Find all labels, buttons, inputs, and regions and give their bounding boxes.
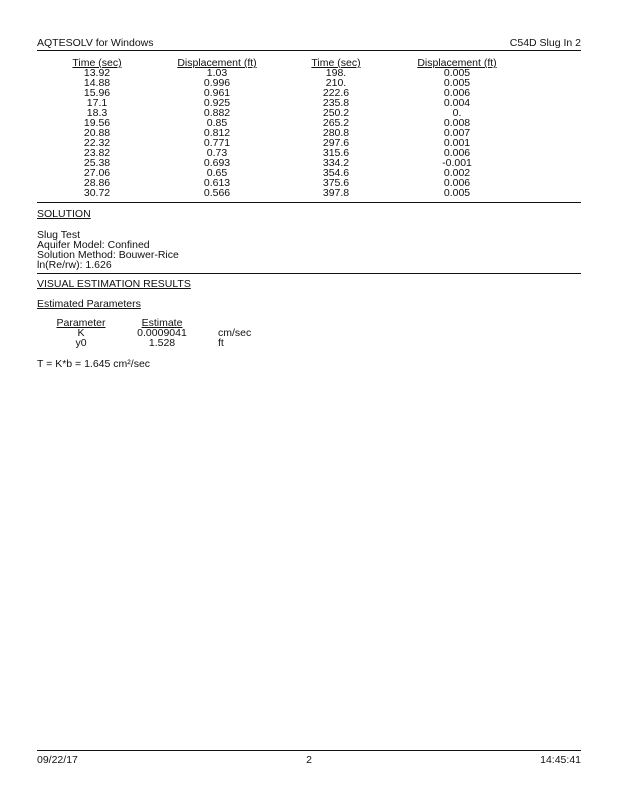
footer-time: 14:45:41 xyxy=(540,754,581,766)
parameter-table xyxy=(50,318,251,348)
displacement-cell: 0. xyxy=(452,107,462,119)
visual-estimation-heading: VISUAL ESTIMATION RESULTS xyxy=(37,278,191,290)
col-header-displacement-2: Displacement (ft) xyxy=(417,57,497,69)
time-cell: 17.1 xyxy=(86,97,108,109)
page-number: 2 xyxy=(306,754,312,766)
time-cell: 30.72 xyxy=(83,187,111,199)
solution-heading: SOLUTION xyxy=(37,208,91,220)
parameter-row xyxy=(50,338,251,348)
time-cell: 28.86 xyxy=(83,177,111,189)
solution-line: Aquifer Model: Confined xyxy=(37,239,150,251)
time-cell: 397.8 xyxy=(322,187,350,199)
time-cell: 22.32 xyxy=(83,137,111,149)
displacement-cell: 0.006 xyxy=(443,87,471,99)
time-cell: 20.88 xyxy=(83,127,111,139)
displacement-cell: 0.613 xyxy=(203,177,231,189)
document-title: C54D Slug In 2 xyxy=(509,37,581,49)
solution-line: Slug Test xyxy=(37,229,80,241)
time-cell: 14.88 xyxy=(83,77,111,89)
page-footer xyxy=(37,755,581,767)
time-cell: 354.6 xyxy=(322,167,350,179)
time-cell: 25.38 xyxy=(83,157,111,169)
time-cell: 375.6 xyxy=(322,177,350,189)
parameter-unit: ft xyxy=(218,337,224,349)
displacement-cell: 0.002 xyxy=(443,167,471,179)
time-cell: 18.3 xyxy=(86,107,108,119)
displacement-cell: 0.008 xyxy=(443,117,471,129)
displacement-cell: 0.812 xyxy=(203,127,231,139)
time-cell: 19.56 xyxy=(83,117,111,129)
displacement-cell: 0.771 xyxy=(203,137,231,149)
displacement-cell: 0.73 xyxy=(206,147,228,159)
col-header-time-1: Time (sec) xyxy=(72,57,122,69)
col-header-parameter: Parameter xyxy=(56,317,106,329)
time-cell: 27.06 xyxy=(83,167,111,179)
parameter-name: y0 xyxy=(75,337,87,349)
solution-details xyxy=(37,230,179,270)
time-cell: 280.8 xyxy=(322,127,350,139)
displacement-cell: 0.566 xyxy=(203,187,231,199)
time-cell: 235.8 xyxy=(322,97,350,109)
section-divider-visual xyxy=(37,273,581,274)
time-cell: 315.6 xyxy=(322,147,350,159)
footer-divider xyxy=(37,750,581,751)
solution-line: Solution Method: Bouwer-Rice xyxy=(37,249,179,261)
parameter-value: 0.0009041 xyxy=(137,327,187,339)
time-cell: 210. xyxy=(325,77,347,89)
col-header-displacement-1: Displacement (ft) xyxy=(177,57,257,69)
estimated-parameters-heading: Estimated Parameters xyxy=(37,298,141,310)
observation-row xyxy=(37,188,519,198)
displacement-cell: 0.85 xyxy=(206,117,228,129)
parameter-unit: cm/sec xyxy=(218,327,252,339)
time-cell: 250.2 xyxy=(322,107,350,119)
displacement-cell: 0.005 xyxy=(443,187,471,199)
displacement-cell: 0.005 xyxy=(443,77,471,89)
app-title: AQTESOLV for Windows xyxy=(37,37,154,49)
displacement-cell: 0.925 xyxy=(203,97,231,109)
page-header xyxy=(37,38,581,50)
time-cell: 13.92 xyxy=(83,67,111,79)
solution-line: ln(Re/rw): 1.626 xyxy=(37,259,112,271)
transmissivity-line: T = K*b = 1.645 cm²/sec xyxy=(37,358,151,370)
parameter-value: 1.528 xyxy=(148,337,176,349)
displacement-cell: 0.961 xyxy=(203,87,231,99)
displacement-cell: 1.03 xyxy=(206,67,228,79)
time-cell: 297.6 xyxy=(322,137,350,149)
section-divider-solution xyxy=(37,202,581,203)
col-header-estimate: Estimate xyxy=(141,317,183,329)
observation-row xyxy=(37,98,519,108)
displacement-cell: 0.005 xyxy=(443,67,471,79)
displacement-cell: 0.001 xyxy=(443,137,471,149)
displacement-cell: 0.996 xyxy=(203,77,231,89)
time-cell: 222.6 xyxy=(322,87,350,99)
time-cell: 15.96 xyxy=(83,87,111,99)
displacement-cell: 0.006 xyxy=(443,147,471,159)
time-cell: 198. xyxy=(325,67,347,79)
time-cell: 334.2 xyxy=(322,157,350,169)
displacement-cell: 0.65 xyxy=(206,167,228,179)
displacement-cell: 0.007 xyxy=(443,127,471,139)
observation-table xyxy=(37,58,519,198)
displacement-cell: 0.006 xyxy=(443,177,471,189)
parameter-name: K xyxy=(77,327,85,339)
time-cell: 23.82 xyxy=(83,147,111,159)
displacement-cell: -0.001 xyxy=(442,157,472,169)
displacement-cell: 0.882 xyxy=(203,107,231,119)
footer-date: 09/22/17 xyxy=(37,754,78,766)
time-cell: 265.2 xyxy=(322,117,350,129)
displacement-cell: 0.693 xyxy=(203,157,231,169)
col-header-time-2: Time (sec) xyxy=(311,57,361,69)
header-divider xyxy=(37,50,581,51)
displacement-cell: 0.004 xyxy=(443,97,471,109)
